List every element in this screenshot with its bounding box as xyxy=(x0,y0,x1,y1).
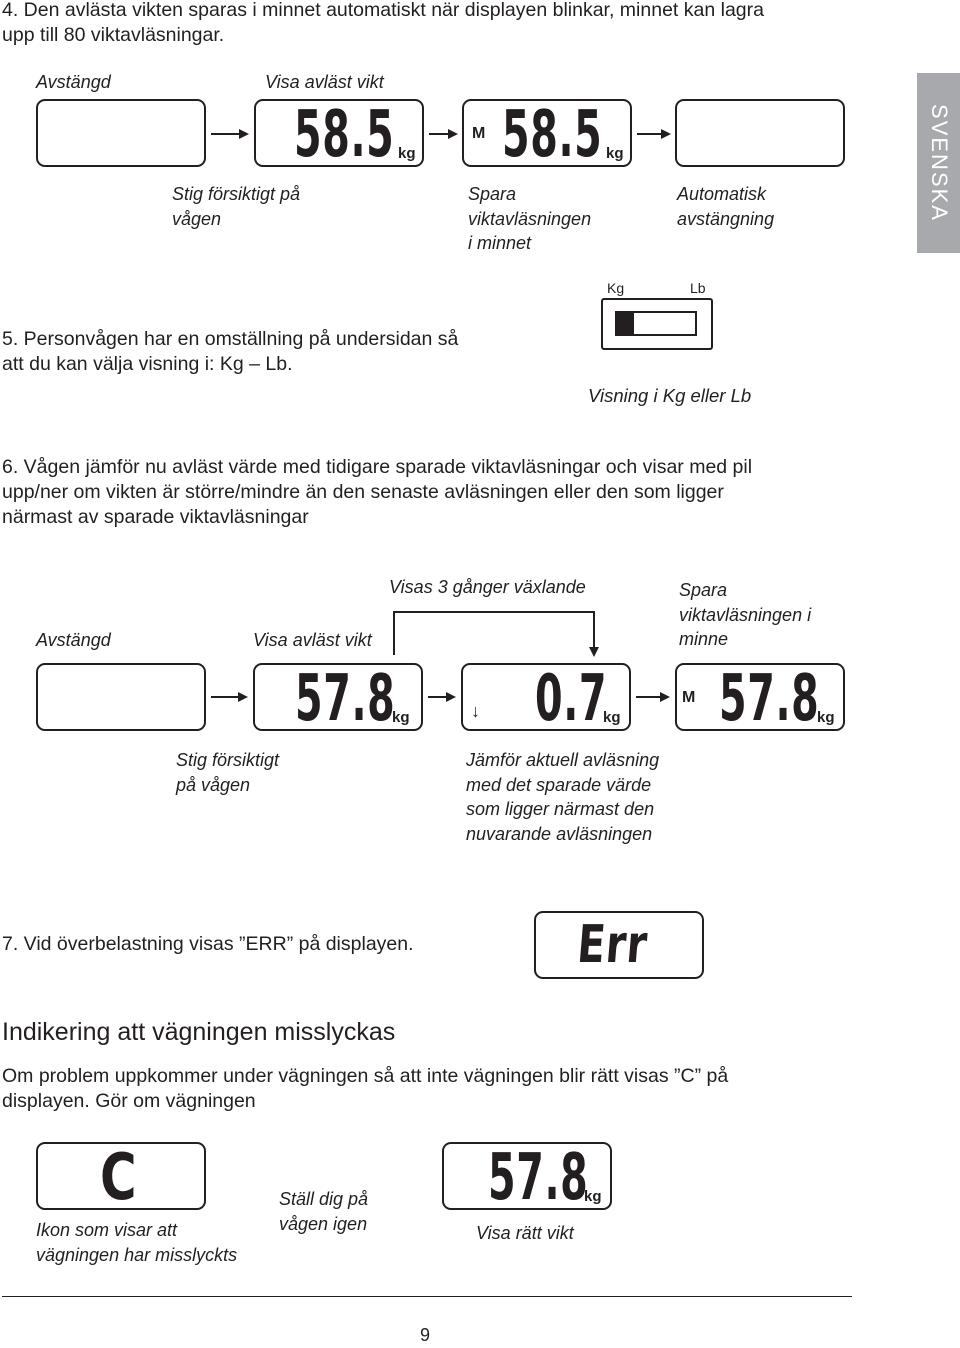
lcd-value: 0.7 xyxy=(535,662,608,736)
alternate-loop-connector xyxy=(394,612,594,655)
step4-label-off: Avstängd xyxy=(36,72,111,92)
step7-text: 7. Vid överbelastning visas ”ERR” på displayen. xyxy=(2,933,414,955)
lcd-value: 58.5 xyxy=(294,98,395,172)
step4-label-read: Visa avläst vikt xyxy=(265,72,384,92)
step6-text: 6. Vågen jämför nu avläst värde med tidigare sparade viktavläsningar och visar med pil upp/ner om vikten är större/mindre än den senaste avläsningen eller den som ligger närmast av sparade viktavläsningar xyxy=(2,456,753,528)
step5-text: 5. Personvågen har en omställning på undersidan så att du kan välja visning i: Kg – Lb. xyxy=(2,328,459,375)
language-tab-label: SVENSKA xyxy=(926,104,952,222)
lcd-value: 57.8 xyxy=(719,662,820,736)
step5-caption: Visning i Kg eller Lb xyxy=(588,385,752,406)
step4-caption-auto-off: Automatisk avstängning xyxy=(677,184,775,229)
step6-caption-compare: Jämför aktuell avläsning med det sparade värde som ligger närmast den nuvarande avläsningen xyxy=(466,750,660,844)
step6-caption-step-on: Stig försiktigt på vågen xyxy=(176,750,280,795)
lcd-value: 57.8 xyxy=(488,1141,589,1215)
lcd-unit: kg xyxy=(817,709,835,726)
lcd-unit: kg xyxy=(584,1188,602,1205)
step6-label-read: Visa avläst vikt xyxy=(253,630,372,650)
switch-label-kg: Kg xyxy=(607,280,625,296)
lcd-unit: kg xyxy=(606,145,624,162)
step6-label-alternate: Visas 3 gånger växlande xyxy=(389,577,586,597)
lcd-unit: kg xyxy=(398,145,416,162)
switch-label-lb: Lb xyxy=(690,280,706,296)
lcd-value: 57.8 xyxy=(295,662,396,736)
memory-mark: M xyxy=(472,125,486,142)
lcd-value: 58.5 xyxy=(502,98,603,172)
section-title: Indikering att vägningen misslyckas xyxy=(2,1018,396,1046)
step6-label-save: Spara viktavläsningen i minne xyxy=(679,580,812,649)
lcd-value: Err xyxy=(575,915,651,975)
step4-text: 4. Den avlästa vikten sparas i minnet automatiskt när displayen blinkar, minnet kan lagra upp till 80 viktavläsningar. xyxy=(2,0,764,46)
down-arrow-icon: ↓ xyxy=(471,701,480,721)
memory-mark: M xyxy=(682,689,696,706)
section-caption-correct: Visa rätt vikt xyxy=(476,1223,574,1243)
page-number: 9 xyxy=(420,1325,431,1345)
section-caption-restep: Ställ dig på vågen igen xyxy=(279,1189,369,1234)
step6-label-off: Avstängd xyxy=(36,630,111,650)
lcd-value: C xyxy=(100,1141,138,1215)
step4-caption-step-on: Stig försiktigt på vågen xyxy=(172,184,301,229)
section-caption-fail-icon: Ikon som visar att vägningen har misslyckts xyxy=(36,1220,238,1265)
section-body: Om problem uppkommer under vägningen så att inte vägningen blir rätt visas ”C” på displayen. Gör om vägningen xyxy=(2,1065,729,1112)
lcd-unit: kg xyxy=(603,709,621,726)
step4-caption-save: Spara viktavläsningen i minnet xyxy=(468,184,592,253)
lcd-unit: kg xyxy=(392,709,410,726)
